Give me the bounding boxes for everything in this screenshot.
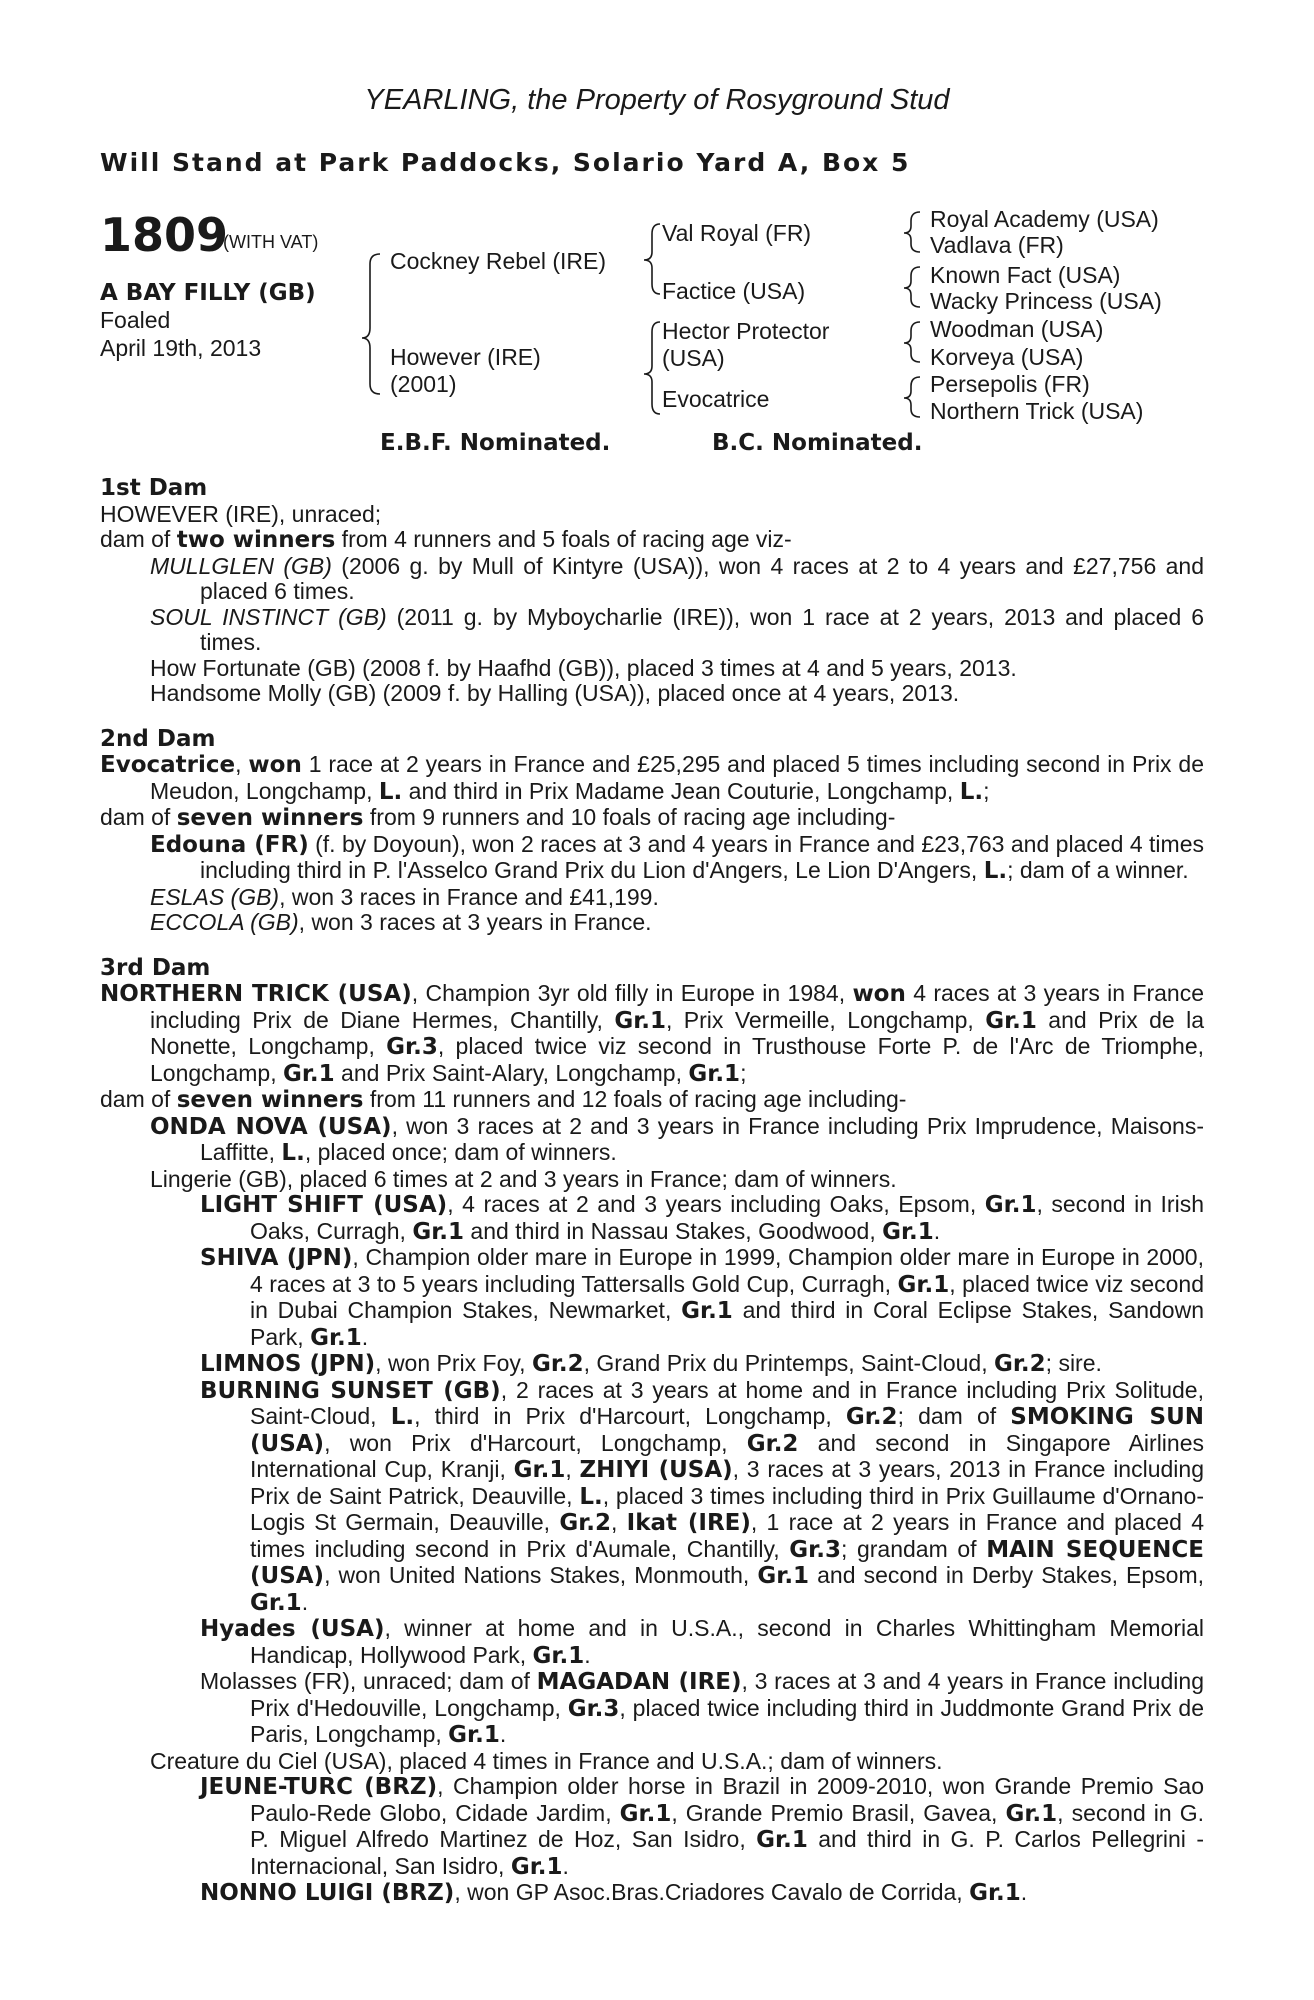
brace-ds <box>904 322 920 362</box>
first-dam-produce: dam of two winners from 4 runners and 5 foals of racing age viz- <box>100 526 792 553</box>
third-dam-produce: dam of seven winners from 11 runners and 12 foals of racing age including- <box>100 1086 907 1113</box>
third-dam-heading: 3rd Dam <box>100 954 211 981</box>
brace-sire <box>644 224 660 294</box>
brace-ss <box>904 212 920 252</box>
lot-number: 1809 <box>100 208 229 262</box>
list-item: LIGHT SHIFT (USA), 4 races at 2 and 3 years including Oaks, Epsom, Gr.1, second in Irish Oaks, Curragh, Gr.1 and third in Nassau Stakes, Goodwood, Gr.1. <box>200 1191 1204 1245</box>
list-item: How Fortunate (GB) (2008 f. by Haafhd (GB)), placed 3 times at 4 and 5 years, 2013. <box>150 654 1017 681</box>
list-item: LIMNOS (JPN), won Prix Foy, Gr.2, Grand Prix du Printemps, Saint-Cloud, Gr.2; sire. <box>200 1350 1102 1377</box>
list-item: Molasses (FR), unraced; dam of MAGADAN (IRE), 3 races at 3 and 4 years in France including Prix d'Hedouville, Longchamp, Gr.3, placed twice including third in Juddmonte Grand Prix de Paris, Longchamp, Gr.1. <box>200 1668 1204 1748</box>
list-item: Hyades (USA), winner at home and in U.S.A., second in Charles Whittingham Memorial Handicap, Hollywood Park, Gr.1. <box>200 1615 1205 1669</box>
second-dam-heading: 2nd Dam <box>100 725 216 752</box>
sire-dam-sire: Known Fact (USA) <box>930 262 1121 288</box>
brace-dam <box>644 322 660 414</box>
list-item: NONNO LUIGI (BRZ), won GP Asoc.Bras.Criadores Cavalo de Corrida, Gr.1. <box>200 1879 1028 1906</box>
page-title: YEARLING, the Property of Rosyground Stud <box>364 84 950 116</box>
catalogue-body <box>100 476 1204 1907</box>
brace-sd <box>904 267 920 307</box>
sire-dam-dam: Wacky Princess (USA) <box>930 288 1162 314</box>
dam-dam-sire: Persepolis (FR) <box>930 371 1090 397</box>
first-dam-heading: 1st Dam <box>100 475 208 501</box>
ebf-nomination: E.B.F. Nominated. <box>380 430 611 456</box>
vat-note: (WITH VAT) <box>223 232 319 252</box>
sire-dam: Factice (USA) <box>662 278 806 304</box>
second-dam-record: Evocatrice, won 1 race at 2 years in France and £25,295 and placed 5 times including second in Prix de Meudon, Longchamp, L. and third in Prix Madame Jean Couturie, Longchamp, L.; <box>100 751 1205 805</box>
list-item: ESLAS (GB), won 3 races in France and £41,199. <box>150 883 659 910</box>
sire-sire: Val Royal (FR) <box>662 220 812 246</box>
third-dam-record: NORTHERN TRICK (USA), Champion 3yr old filly in Europe in 1984, won 4 races at 3 years in France including Prix de Diane Hermes, Chantilly, Gr.1, Prix Vermeille, Longchamp, Gr.1 and Prix de la Nonette, Longchamp, Gr.3, placed twice viz second in Trusthouse Forte P. de l'Arc de Triomphe, Longchamp, Gr.1 and Prix Saint-Alary, Longchamp, Gr.1; <box>100 980 1205 1087</box>
list-item: Lingerie (GB), placed 6 times at 2 and 3 years in France; dam of winners. <box>150 1165 897 1192</box>
dam-sire <box>662 318 829 372</box>
list-item: ECCOLA (GB), won 3 races at 3 years in France. <box>150 909 652 935</box>
dam-sire-line1: Hector Protector <box>662 318 830 344</box>
sire-name: Cockney Rebel (IRE) <box>390 248 607 274</box>
foaled-date: April 19th, 2013 <box>100 335 262 361</box>
stand-location: Will Stand at Park Paddocks, Solario Yard A, Box 5 <box>100 148 911 177</box>
list-item: Edouna (FR) (f. by Doyoun), won 2 races at 3 and 4 years in France and £23,763 and placed 4 times including third in P. l'Asselco Grand Prix du Lion d'Angers, Le Lion D'Angers, L.; dam of a winner. <box>150 830 1204 884</box>
list-item: Creature du Ciel (USA), placed 4 times in France and U.S.A.; dam of winners. <box>150 1747 943 1774</box>
list-item: SOUL INSTINCT (GB) (2011 g. by Myboycharlie (IRE)), won 1 race at 2 years, 2013 and placed 6 times. <box>150 603 1204 655</box>
foaled-label: Foaled <box>100 307 171 333</box>
sire-sire-dam: Vadlava (FR) <box>930 232 1064 258</box>
list-item: Handsome Molly (GB) (2009 f. by Halling (USA)), placed once at 4 years, 2013. <box>150 680 960 706</box>
brace-parents <box>362 254 380 394</box>
dam-sire-line2: (USA) <box>662 345 725 371</box>
dam-name-line2: (2001) <box>390 371 457 397</box>
first-dam-line: HOWEVER (IRE), unraced; <box>100 500 382 527</box>
dam-sire-dam: Korveya (USA) <box>930 344 1084 370</box>
list-item: ONDA NOVA (USA), won 3 races at 2 and 3 years in France including Prix Imprudence, Maisons-Laffitte, L., placed once; dam of winners. <box>150 1112 1204 1166</box>
dam-dam-dam: Northern Trick (USA) <box>930 398 1144 424</box>
list-item: MULLGLEN (GB) (2006 g. by Mull of Kintyre (USA)), won 4 races at 2 to 4 years and £27,756 and placed 6 times. <box>150 552 1204 604</box>
horse-name: A BAY FILLY (GB) <box>100 280 316 306</box>
list-item: BURNING SUNSET (GB), 2 races at 3 years at home and in France including Prix Solitude, Saint-Cloud, L., third in Prix d'Harcourt, Longchamp, Gr.2; dam of SMOKING SUN (USA), won Prix d'Harcourt, Longchamp, Gr.2 and second in Singapore Airlines International Cup, Kranji, Gr.1, ZHIYI (USA), 3 races at 3 years, 2013 in France including Prix de Saint Patrick, Deauville, L., placed 3 times including third in Prix Guillaume d'Ornano-Logis St Germain, Deauville, Gr.2, Ikat (IRE), 1 race at 2 years in France and placed 4 times including second in Prix d'Aumale, Chantilly, Gr.3; grandam of MAIN SEQUENCE (USA), won United Nations Stakes, Monmouth, Gr.1 and second in Derby Stakes, Epsom, Gr.1. <box>200 1376 1205 1616</box>
list-item: JEUNE-TURC (BRZ), Champion older horse in Brazil in 2009-2010, won Grande Premio Sao Paulo-Rede Globo, Cidade Jardim, Gr.1, Grande Premio Brasil, Gavea, Gr.1, second in G. P. Miguel Alfredo Martinez de Hoz, San Isidro, Gr.1 and third in G. P. Carlos Pellegrini - Internacional, San Isidro, Gr.1. <box>200 1773 1205 1880</box>
bc-nomination: B.C. Nominated. <box>712 430 923 456</box>
brace-dd <box>904 377 920 417</box>
list-item: SHIVA (JPN), Champion older mare in Europe in 1999, Champion older mare in Europe in 2000, 4 races at 3 to 5 years including Tattersalls Gold Cup, Curragh, Gr.1, placed twice viz second in Dubai Champion Stakes, Newmarket, Gr.1 and third in Coral Eclipse Stakes, Sandown Park, Gr.1. <box>200 1244 1204 1351</box>
dam-name <box>390 344 541 398</box>
sire-sire-sire: Royal Academy (USA) <box>930 206 1159 232</box>
second-dam-produce: dam of seven winners from 9 runners and 10 foals of racing age including- <box>100 804 896 831</box>
dam-name-line1: However (IRE) <box>390 344 541 370</box>
dam-dam: Evocatrice <box>662 386 770 412</box>
dam-sire-sire: Woodman (USA) <box>930 316 1104 342</box>
